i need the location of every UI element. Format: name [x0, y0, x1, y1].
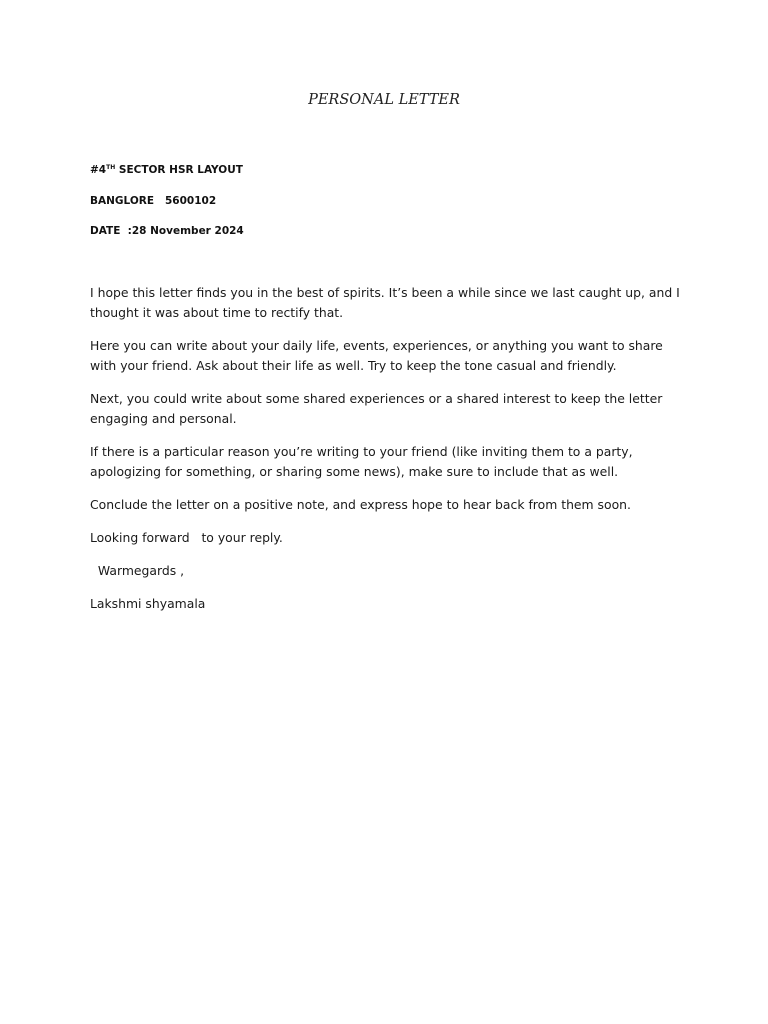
closing-line: Looking forward to your reply. [90, 530, 283, 545]
sign-off: Warmegards , [90, 563, 185, 578]
body-paragraph-greeting: I hope this letter finds you in the best of spirits. It’s been a while since we last caught up, and I thought it was about time to rectify that. [90, 285, 684, 320]
address-street-name: SECTOR HSR LAYOUT [115, 164, 243, 176]
letter-date-line: DATE :28 November 2024 [90, 225, 244, 237]
body-paragraph-daily-life: Here you can write about your daily life, events, experiences, or anything you want to share with your friend. Ask about their life as well. Try to keep the tone casual and friendly. [90, 338, 667, 373]
letter-title: PERSONAL LETTER [308, 92, 460, 108]
body-paragraph-conclusion: Conclude the letter on a positive note, and express hope to hear back from them soon. [90, 497, 631, 512]
address-street-number: #4 [90, 164, 107, 176]
address-street-line [90, 163, 244, 177]
signature-name: Lakshmi shyamala [90, 596, 206, 611]
body-paragraph-shared-experiences: Next, you could write about some shared experiences or a shared interest to keep the letter engaging and personal. [90, 391, 667, 426]
sender-address-block [90, 163, 244, 255]
letter-body [90, 283, 685, 627]
address-ordinal-suffix: TH [106, 164, 116, 171]
body-paragraph-reason: If there is a particular reason you’re writing to your friend (like inviting them to a party, apologizing for something, or sharing some news), make sure to include that as well. [90, 444, 637, 479]
address-city-line: BANGLORE 5600102 [90, 194, 217, 207]
